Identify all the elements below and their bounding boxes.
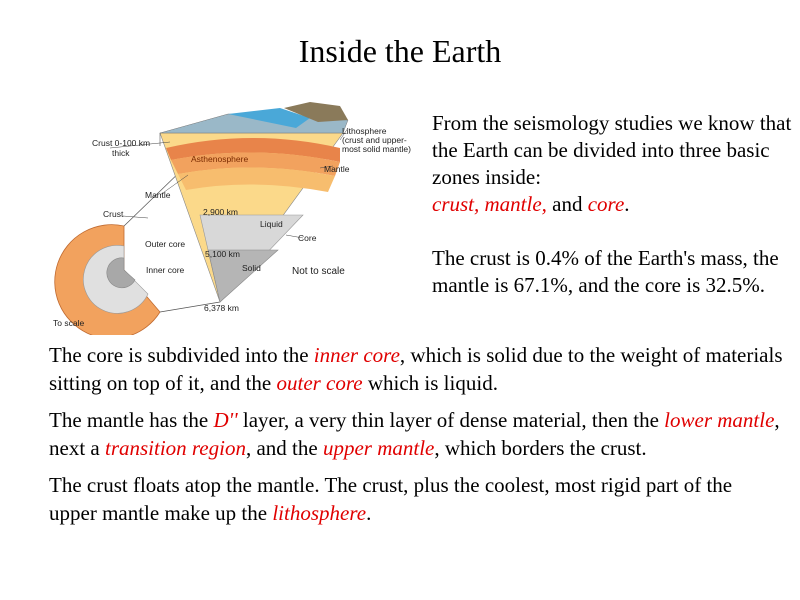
page-title: Inside the Earth: [298, 33, 502, 69]
core-text-c: which is liquid.: [367, 371, 498, 395]
mantle-text-d: , and the: [245, 436, 318, 460]
label-not-to-scale: Not to scale: [292, 266, 345, 277]
term-mantle: mantle,: [484, 192, 547, 216]
term-upper-mantle: upper mantle: [322, 436, 435, 460]
label-lithosphere-note-1: (crust and upper-: [342, 135, 407, 145]
label-solid: Solid: [242, 263, 261, 273]
term-lithosphere: lithosphere: [272, 501, 367, 525]
label-lithosphere-note-2: most solid mantle): [342, 144, 411, 154]
label-2900km: 2,900 km: [203, 207, 238, 217]
body-text: [49, 341, 784, 536]
label-core: Core: [298, 233, 317, 243]
label-asthenosphere: Asthenosphere: [191, 154, 249, 164]
intro-paragraph-mass: The crust is 0.4% of the Earth's mass, the mantle is 67.1%, and the core is 32.5%.: [432, 246, 779, 297]
label-crust-thickness: Crust 0-100 km: [92, 138, 151, 148]
paragraph-core: [49, 341, 784, 397]
label-6378km: 6,378 km: [204, 303, 239, 313]
label-to-scale: To scale: [53, 318, 85, 328]
label-mantle-right: Mantle: [324, 164, 350, 174]
label-mantle-left: Mantle: [145, 190, 171, 200]
mantle-text-e: , which borders the crust.: [434, 436, 647, 460]
term-transition-region: transition region: [104, 436, 246, 460]
term-outer-core: outer core: [276, 371, 363, 395]
term-inner-core: inner core: [313, 343, 400, 367]
intro-text: [432, 110, 792, 299]
paragraph-mantle: [49, 406, 784, 462]
intro-period: .: [624, 192, 630, 216]
mantle-text-a: The mantle has the: [49, 408, 209, 432]
term-core: core: [587, 192, 625, 216]
core-text-a: The core is subdivided into the: [49, 343, 309, 367]
term-crust: crust,: [432, 192, 480, 216]
earth-interior-diagram: [48, 100, 428, 335]
term-d-double-prime: D'': [213, 408, 238, 432]
intro-and: and: [552, 192, 583, 216]
mantle-text-c: , next a: [49, 408, 780, 460]
mantle-text-b: layer, a very thin layer of dense material, then the: [242, 408, 659, 432]
label-crust: Crust: [103, 209, 124, 219]
label-liquid: Liquid: [260, 219, 283, 229]
term-lower-mantle: lower mantle: [664, 408, 775, 432]
intro-zones-text: From the seismology studies we know that the Earth can be divided into three basic zones inside:: [432, 111, 792, 189]
crust-text-b: .: [366, 501, 372, 525]
label-5100km: 5,100 km: [205, 249, 240, 259]
label-inner-core: Inner core: [146, 265, 185, 275]
label-outer-core: Outer core: [145, 239, 186, 249]
label-lithosphere: Lithosphere: [342, 126, 387, 136]
core-text-b: , which is solid due to the weight of materials sitting on top of it, and the: [49, 343, 783, 395]
crust-text-a: The crust floats atop the mantle. The crust, plus the coolest, most rigid part of the upper mantle make up the: [49, 473, 733, 525]
paragraph-crust: [49, 471, 784, 527]
intro-paragraph-zones: [432, 110, 792, 218]
label-thick: thick: [112, 148, 130, 158]
